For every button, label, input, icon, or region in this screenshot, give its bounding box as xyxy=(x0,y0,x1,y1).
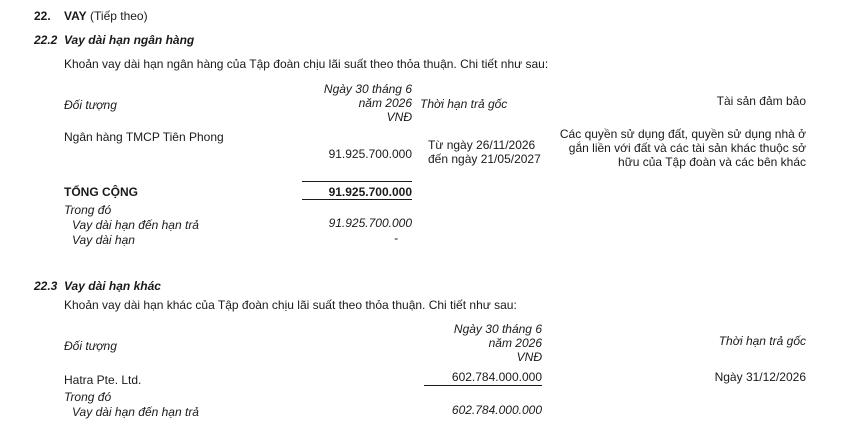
column-collateral: Tài sản đảm bảo xyxy=(716,94,806,108)
intro-text-22-2: Khoản vay dài hạn ngân hàng của Tập đoàn chịu lãi suất theo thỏa thuận. Chi tiết như sau: xyxy=(64,57,549,71)
subsection-number-22-3: 22.3 xyxy=(34,279,58,293)
total-amount: 91.925.700.000 xyxy=(328,185,412,199)
due-loan-label: Vay dài hạn đến hạn trả xyxy=(72,218,199,232)
bank-term-from: Từ ngày 26/11/2026 xyxy=(428,138,536,152)
collateral-line-2: gắn liền với đất và các tài sản khác thuộc sở xyxy=(568,141,806,155)
bank-term-to: đến ngày 21/05/2027 xyxy=(428,152,541,166)
column-date-line-2: năm 2026 xyxy=(358,96,412,110)
other-in-which-label: Trong đó xyxy=(64,390,112,404)
total-top-rule xyxy=(302,181,412,182)
long-term-label: Vay dài hạn xyxy=(72,233,135,247)
intro-text-22-3: Khoản vay dài hạn khác của Tập đoàn chịu lãi suất theo thỏa thuận. Chi tiết như sau: xyxy=(64,298,517,312)
lender-term: Ngày 31/12/2026 xyxy=(714,370,806,384)
bank-amount: 91.925.700.000 xyxy=(328,147,412,161)
total-bottom-rule xyxy=(302,199,412,200)
section-title-bold: VAY xyxy=(64,9,87,23)
column-subject: Đối tượng xyxy=(64,98,117,112)
other-column-subject: Đối tượng xyxy=(64,339,117,353)
subsection-title-22-3: Vay dài hạn khác xyxy=(64,279,161,293)
lender-name: Hatra Pte. Ltd. xyxy=(64,373,142,387)
total-label: TỔNG CỘNG xyxy=(64,185,138,199)
subsection-number-22-2: 22.2 xyxy=(34,33,58,47)
collateral-line-3: hữu của Tập đoàn và các bên khác xyxy=(618,155,806,169)
in-which-label: Trong đó xyxy=(64,203,112,217)
section-title-rest: (Tiếp theo) xyxy=(86,9,148,23)
bank-name: Ngân hàng TMCP Tiên Phong xyxy=(64,130,224,144)
other-date-line-1: Ngày 30 tháng 6 xyxy=(453,322,542,336)
other-column-term: Thời hạn trả gốc xyxy=(718,334,806,348)
other-due-loan-amount: 602.784.000.000 xyxy=(451,403,542,417)
subsection-title-22-2: Vay dài hạn ngân hàng xyxy=(64,33,195,47)
collateral-line-1: Các quyền sử dụng đất, quyền sử dụng nhà ở xyxy=(559,127,806,141)
lender-amount: 602.784.000.000 xyxy=(451,370,542,384)
section-number: 22. xyxy=(34,9,51,23)
due-loan-amount: 91.925.700.000 xyxy=(328,216,412,230)
column-term: Thời hạn trả gốc xyxy=(420,97,508,111)
column-date-line-1: Ngày 30 tháng 6 xyxy=(323,82,412,96)
section-title xyxy=(64,9,148,23)
other-date-line-2: năm 2026 xyxy=(488,336,542,350)
long-term-amount: - xyxy=(394,231,398,245)
other-due-loan-label: Vay dài hạn đến hạn trả xyxy=(72,405,199,419)
other-date-currency: VNĐ xyxy=(516,350,542,364)
column-date-currency: VNĐ xyxy=(386,110,412,124)
lender-amount-rule xyxy=(424,385,542,386)
